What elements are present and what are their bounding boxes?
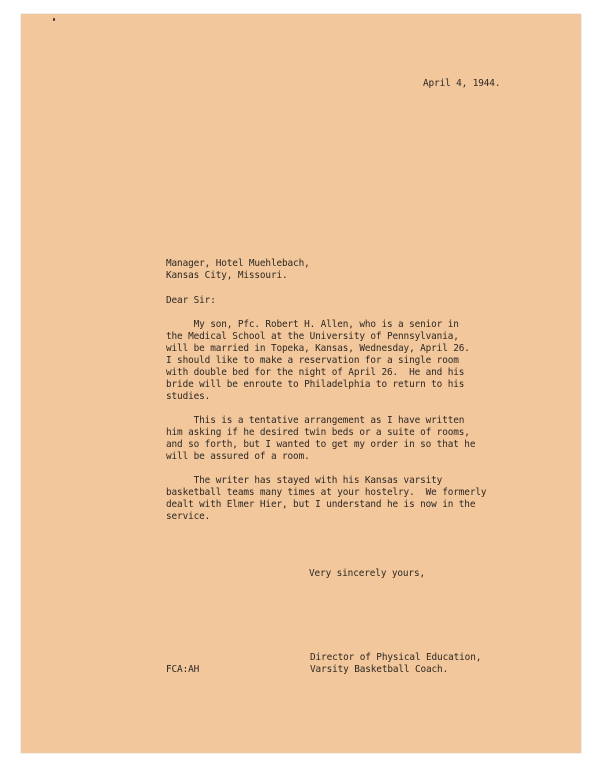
body-line: will be assured of a room.	[166, 451, 310, 462]
body-line: service.	[166, 511, 211, 522]
body-line: and so forth, but I wanted to get my order in so that he	[166, 439, 476, 450]
body-line: basketball teams many times at your hostelry. We formerly	[166, 487, 487, 498]
body-line: will be married in Topeka, Kansas, Wednesday, April 26.	[166, 343, 470, 354]
body-line: I should like to make a reservation for a single room	[166, 355, 459, 366]
body-line: bride will be enroute to Philadelphia to return to his	[166, 379, 465, 390]
recipient-line-1: Manager, Hotel Muehlebach,	[166, 258, 310, 269]
body-line: This is a tentative arrangement as I have written	[166, 415, 465, 426]
body-line: with double bed for the night of April 26. He and his	[166, 367, 465, 378]
signature-line-2: Varsity Basketball Coach.	[310, 664, 449, 675]
letter-page	[21, 14, 581, 753]
body-line: My son, Pfc. Robert H. Allen, who is a senior in	[166, 319, 459, 330]
body-line: The writer has stayed with his Kansas varsity	[166, 475, 443, 486]
closing: Very sincerely yours,	[309, 568, 426, 579]
signature-line-1: Director of Physical Education,	[310, 652, 482, 663]
body-line: him asking if he desired twin beds or a suite of rooms,	[166, 427, 470, 438]
body-line: studies.	[166, 391, 211, 402]
body-line: dealt with Elmer Hier, but I understand he is now in the	[166, 499, 476, 510]
letter-date: April 4, 1944.	[423, 78, 501, 89]
typist-initials: FCA:AH	[166, 664, 200, 675]
recipient-line-2: Kansas City, Missouri.	[166, 270, 288, 281]
body-line: the Medical School at the University of Pennsylvania,	[166, 331, 459, 342]
paper-speck	[53, 18, 55, 21]
salutation: Dear Sir:	[166, 295, 216, 306]
